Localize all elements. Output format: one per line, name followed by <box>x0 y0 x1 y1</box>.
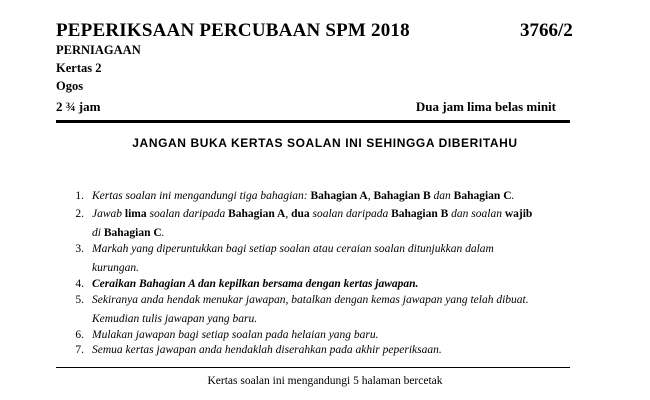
instruction-text: Jawab lima soalan daripada Bahagian A, dua soalan daripada Bahagian B dan soalan wajib <box>92 208 533 220</box>
instruction-number: 6. <box>75 329 84 341</box>
instruction-text: Mulakan jawapan bagi setiap soalan pada helaian yang baru. <box>92 329 379 341</box>
instruction-number: 4. <box>75 278 84 290</box>
warning-notice: JANGAN BUKA KERTAS SOALAN INI SEHINGGA DIBERITAHU <box>132 136 518 150</box>
paper-code: 3766/2 <box>520 20 573 41</box>
instruction-2-continued: di Bahagian C. <box>92 227 165 239</box>
instruction-number: 2. <box>75 208 84 220</box>
instruction-number: 7. <box>75 344 84 356</box>
page-count-note: Kertas soalan ini mengandungi 5 halaman bercetak <box>207 375 443 387</box>
instruction-text: Markah yang diperuntukkan bagi setiap soalan atau ceraian soalan ditunjukkan dalam <box>92 243 494 255</box>
duration-text: Dua jam lima belas minit <box>415 99 556 114</box>
paper-number: Kertas 2 <box>56 61 102 75</box>
duration: 2 ¾ jam <box>56 99 101 114</box>
header-rule <box>56 120 570 123</box>
instruction-text: Kertas soalan ini mengandungi tiga bahagian: Bahagian A, Bahagian B dan Bahagian C. <box>92 190 515 202</box>
instruction-text: Sekiranya anda hendak menukar jawapan, batalkan dengan kemas jawapan yang telah dibuat. <box>92 294 529 306</box>
instruction-number: 1. <box>75 190 84 202</box>
instruction-number: 5. <box>75 294 84 306</box>
instruction-text: Semua kertas jawapan anda hendaklah diserahkan pada akhir peperiksaan. <box>92 344 442 356</box>
instruction-5-continued: Kemudian tulis jawapan yang baru. <box>92 313 258 325</box>
instruction-3-continued: kurungan. <box>92 262 139 274</box>
instruction-text: Ceraikan Bahagian A dan kepilkan bersama dengan kertas jawapan. <box>92 278 419 290</box>
instruction-number: 3. <box>75 243 84 255</box>
footer-rule <box>56 367 570 368</box>
exam-title: PEPERIKSAAN PERCUBAAN SPM 2018 <box>56 20 410 41</box>
subject-name: PERNIAGAAN <box>56 43 141 57</box>
exam-month: Ogos <box>56 79 84 93</box>
